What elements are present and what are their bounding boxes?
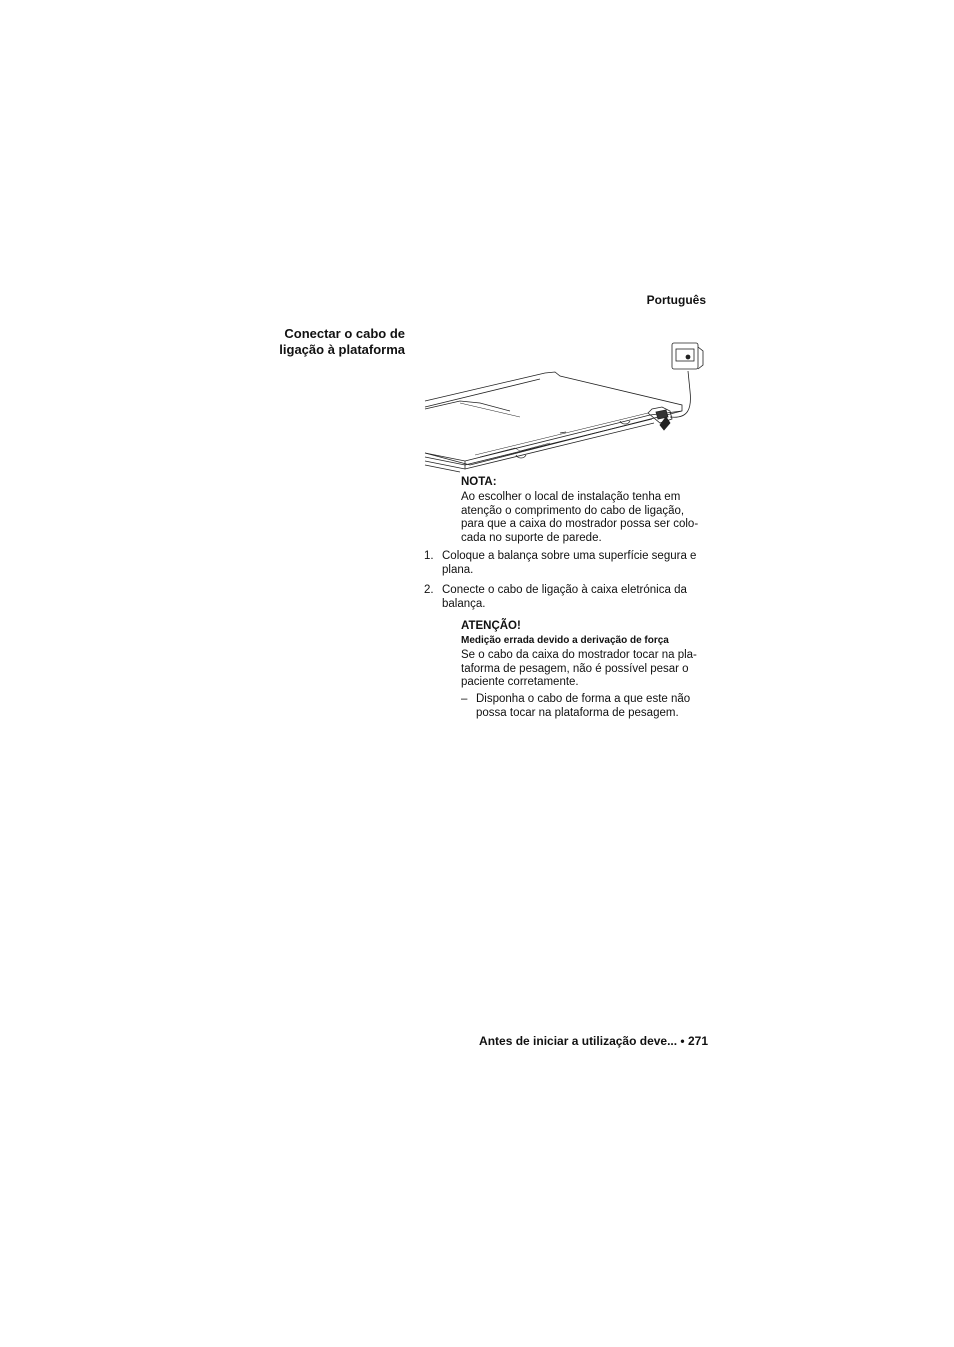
warning-line: paciente corretamente. xyxy=(461,676,579,688)
step-line: balança. xyxy=(442,598,486,610)
language-label: Português xyxy=(646,293,706,307)
warning-line: Se o cabo da caixa do mostrador tocar na pla- xyxy=(461,649,697,661)
step-text xyxy=(442,583,687,611)
note-line: para que a caixa do mostrador possa ser colo- xyxy=(461,518,699,530)
warning-action-line: possa tocar na plataforma de pesagem. xyxy=(476,707,679,719)
page-footer: Antes de iniciar a utilização deve... • 271 xyxy=(479,1034,708,1048)
section-title xyxy=(230,326,405,358)
warning-subheading: Medição errada devido a derivação de força xyxy=(461,635,669,646)
section-title-line-1: Conectar o cabo de xyxy=(284,326,405,341)
note-line: cada no suporte de parede. xyxy=(461,531,602,544)
warning-action-text xyxy=(476,692,690,720)
note-heading: NOTA: xyxy=(461,476,497,488)
note-line: atenção o comprimento do cabo de ligação, xyxy=(461,504,685,517)
step-text xyxy=(442,549,696,577)
dash-bullet: – xyxy=(461,693,468,705)
warning-heading: ATENÇÃO! xyxy=(461,620,521,632)
step-line: Coloque a balança sobre uma superfície segura e xyxy=(442,550,697,562)
note-line: Ao escolher o local de instalação tenha em xyxy=(461,491,681,503)
warning-body xyxy=(461,649,711,690)
step-number: 1. xyxy=(424,550,434,562)
warning-action-line: Disponha o cabo de forma a que este não xyxy=(476,693,691,705)
scale-platform-illustration xyxy=(420,335,720,475)
section-title-line-2: ligação à plataforma xyxy=(279,342,405,357)
warning-line: taforma de pesagem, não é possível pesar o xyxy=(461,662,689,675)
step-line: plana. xyxy=(442,564,474,576)
note-body xyxy=(461,491,711,545)
step-number: 2. xyxy=(424,584,434,596)
step-line: Conecte o cabo de ligação à caixa eletrónica da xyxy=(442,584,687,596)
